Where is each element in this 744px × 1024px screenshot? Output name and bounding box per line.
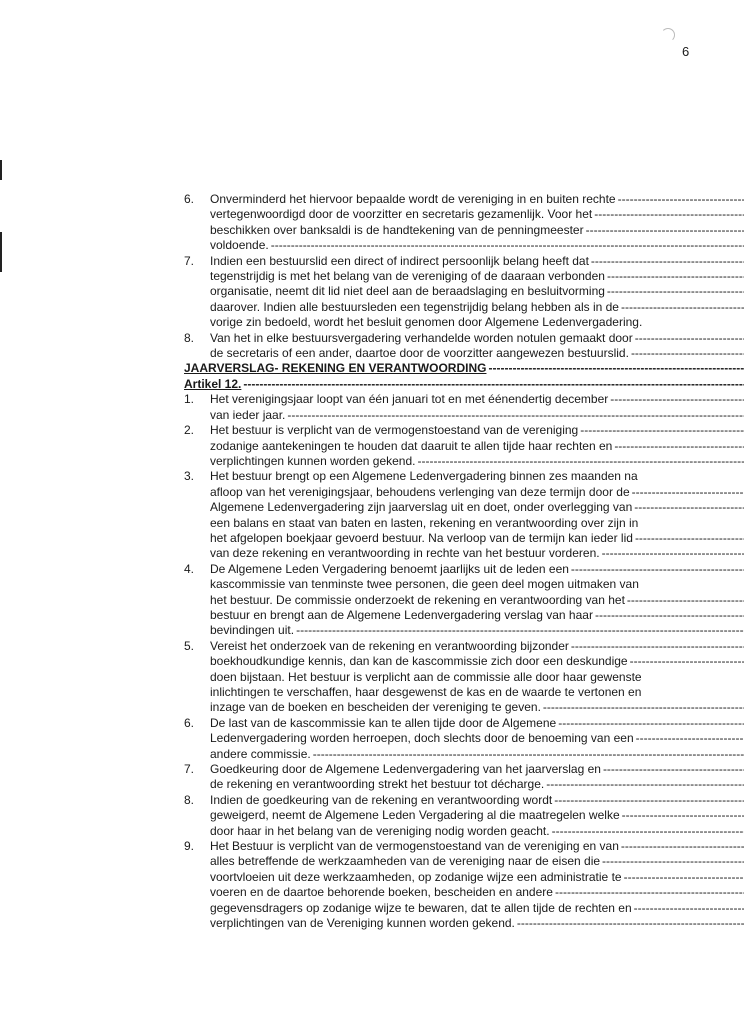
dash-filler: [296, 623, 744, 638]
numbered-paragraph: [184, 254, 696, 331]
dash-filler: [602, 546, 744, 561]
text-line: [210, 824, 744, 839]
section-heading: [184, 361, 696, 376]
text-line: [210, 608, 744, 623]
line-text: Het Bestuur is verplicht van de vermogenstoestand van de vereniging en van: [210, 839, 619, 854]
dash-filler: [634, 500, 744, 515]
paragraph-number: 9.: [184, 839, 195, 854]
line-text: van deze rekening en verantwoording in rechte van het bestuur vorderen.: [210, 546, 600, 561]
text-line: [184, 361, 744, 376]
text-line: [210, 346, 744, 361]
line-text: Het bestuur brengt op een Algemene Ledenvergadering binnen zes maanden na: [210, 469, 638, 484]
line-text: boekhoudkundige kennis, dan kan de kascommissie zich door een deskundige: [210, 654, 628, 669]
paragraph-number: 7.: [184, 253, 195, 268]
text-line: [210, 654, 744, 669]
text-line: [210, 593, 744, 608]
line-text: Goedkeuring door de Algemene Ledenvergadering van het jaarverslag en: [210, 762, 601, 777]
scan-edge-mark: [0, 232, 2, 272]
line-text: inzage van de boeken en bescheiden der vereniging te geven.: [210, 700, 541, 715]
line-text: Ledenvergadering worden herroepen, doch slechts door de benoeming van een: [210, 731, 634, 746]
text-line: [210, 238, 744, 253]
text-line: [210, 223, 744, 238]
line-text: bevindingen uit.: [210, 623, 295, 638]
numbered-paragraph: [184, 469, 696, 561]
text-line: [210, 839, 744, 854]
line-text: Algemene Ledenvergadering zijn jaarverslag uit en doet, onder overlegging van: [210, 500, 633, 515]
text-line: [210, 485, 744, 500]
text-line: [210, 423, 744, 438]
numbered-paragraph: [184, 793, 696, 839]
dash-filler: [631, 346, 744, 361]
scan-edge-mark: [0, 160, 2, 180]
numbered-paragraph: [184, 762, 696, 793]
dash-filler: [552, 824, 744, 839]
line-text: Onverminderd het hiervoor bepaalde wordt de vereniging in en buiten rechte: [210, 192, 616, 206]
dash-filler: [287, 408, 744, 423]
text-line: [210, 392, 744, 407]
line-text: afloop van het verenigingsjaar, behoudens verlenging van deze termijn door de: [210, 484, 630, 499]
paragraph-number: 6.: [184, 192, 195, 206]
dash-filler: [558, 716, 744, 731]
numbered-paragraph: [184, 423, 696, 469]
line-text: Indien een bestuurslid een direct of indirect persoonlijk belang heeft dat: [210, 253, 589, 268]
line-text: Artikel 12.: [184, 376, 242, 391]
dash-filler: [622, 808, 744, 823]
paragraph-number: 8.: [184, 330, 195, 345]
text-line: [210, 254, 744, 269]
dash-filler: [621, 839, 744, 854]
paragraph-number: 7.: [184, 762, 195, 777]
paragraph-number: 5.: [184, 638, 195, 653]
text-line: [210, 885, 744, 900]
line-text: Het bestuur is verplicht van de vermogenstoestand van de vereniging: [210, 423, 579, 438]
line-text: Indien de goedkeuring van de rekening en verantwoording wordt: [210, 792, 553, 807]
text-line: [210, 747, 744, 762]
paragraph-number: 4.: [184, 561, 195, 576]
text-line: [210, 685, 744, 700]
text-line: [210, 870, 744, 885]
dash-filler: [624, 870, 744, 885]
text-line: [210, 916, 744, 931]
text-line: [210, 469, 744, 484]
numbered-paragraph: [184, 639, 696, 716]
line-text: Het verenigingsjaar loopt van één januari tot en met éénendertig december: [210, 392, 609, 407]
line-text: vorige zin bedoeld, wordt het besluit genomen door Algemene Ledenvergadering.: [210, 315, 643, 330]
line-text: geweigerd, neemt de Algemene Leden Vergadering al die maatregelen welke: [210, 808, 620, 823]
text-line: [210, 500, 744, 515]
text-line: [210, 439, 744, 454]
text-line: [210, 670, 744, 685]
text-line: [210, 269, 744, 284]
numbered-paragraph: [184, 192, 696, 254]
dash-filler: [602, 854, 744, 869]
dash-filler: [554, 793, 744, 808]
line-text: vertegenwoordigd door de voorzitter en secretaris gezamenlijk. Voor het: [210, 207, 593, 222]
line-text: zodanige aantekeningen te houden dat daaruit te allen tijde haar rechten en: [210, 438, 613, 453]
paragraph-number: 3.: [184, 469, 195, 484]
dash-filler: [591, 254, 744, 269]
line-text: voeren en de daartoe behorende boeken, bescheiden en andere: [210, 885, 553, 900]
paragraph-number: 8.: [184, 792, 195, 807]
line-text: het afgelopen boekjaar gevoerd bestuur. Na verloop van de termijn kan ieder lid: [210, 530, 633, 545]
dash-filler: [243, 377, 744, 392]
line-text: door haar in het belang van de vereniging nodig worden geacht.: [210, 823, 550, 838]
line-text: De Algemene Leden Vergadering benoemt jaarlijks uit de leden een: [210, 561, 569, 576]
document-body: [184, 192, 696, 932]
text-line: [210, 762, 744, 777]
text-line: [210, 284, 744, 299]
text-line: [210, 207, 744, 222]
numbered-paragraph: [184, 562, 696, 639]
dash-filler: [580, 423, 744, 438]
dash-filler: [543, 700, 744, 715]
text-line: [210, 300, 744, 315]
text-line: [210, 531, 744, 546]
text-line: [210, 793, 744, 808]
numbered-paragraph: [184, 716, 696, 762]
text-line: [210, 854, 744, 869]
paragraph-number: 6.: [184, 715, 195, 730]
text-line: [210, 331, 744, 346]
dash-filler: [271, 238, 744, 253]
line-text: andere commissie.: [210, 746, 311, 761]
line-text: de secretaris of een ander, daartoe door de voorzitter aangewezen bestuurslid.: [210, 346, 629, 361]
dash-filler: [517, 916, 744, 931]
paragraph-number: 2.: [184, 423, 195, 438]
line-text: De last van de kascommissie kan te allen tijde door de Algemene: [210, 715, 557, 730]
text-line: [210, 700, 744, 715]
line-text: organisatie, neemt dit lid niet deel aan de beraadslaging en besluitvorming: [210, 284, 605, 299]
dash-filler: [607, 269, 744, 284]
text-line: [184, 377, 744, 392]
dash-filler: [586, 223, 744, 238]
line-text: het bestuur. De commissie onderzoekt de rekening en verantwoording van het: [210, 592, 625, 607]
line-text: voortvloeien uit deze werkzaamheden, op zodanige wijze een administratie te: [210, 869, 622, 884]
text-line: [210, 192, 744, 207]
dash-filler: [488, 361, 744, 376]
text-line: [210, 731, 744, 746]
page-number: 6: [682, 44, 690, 59]
dash-filler: [571, 562, 744, 577]
text-line: [210, 562, 744, 577]
dash-filler: [621, 300, 744, 315]
dash-filler: [630, 654, 744, 669]
dash-filler: [627, 593, 744, 608]
line-text: een balans en staat van baten en lasten, rekening en verantwoording over zijn in: [210, 515, 639, 530]
text-line: [210, 546, 744, 561]
line-text: inlichtingen te verschaffen, haar desgewenst de kas en de waarde te vertonen en: [210, 685, 642, 699]
dash-filler: [636, 731, 744, 746]
line-text: daarover. Indien alle bestuursleden een tegenstrijdig belang hebben als in de: [210, 299, 619, 314]
line-text: verplichtingen van de Vereniging kunnen worden gekend.: [210, 916, 515, 931]
scan-corner-mark: [661, 28, 675, 42]
dash-filler: [571, 639, 744, 654]
dash-filler: [603, 762, 744, 777]
line-text: JAARVERSLAG- REKENING EN VERANTWOORDING: [184, 361, 487, 376]
line-text: alles betreffende de werkzaamheden van de vereniging naar de eisen die: [210, 854, 601, 869]
numbered-paragraph: [184, 331, 696, 362]
dash-filler: [595, 608, 744, 623]
dash-filler: [594, 207, 744, 222]
line-text: Van het in elke bestuursvergadering verhandelde worden notulen gemaakt door: [210, 330, 633, 345]
line-text: gegevensdragers op zodanige wijze te bewaren, dat te allen tijde de rechten en: [210, 900, 632, 915]
line-text: van ieder jaar.: [210, 407, 286, 422]
text-line: [210, 577, 744, 592]
text-line: [210, 516, 744, 531]
dash-filler: [546, 777, 744, 792]
dash-filler: [635, 331, 744, 346]
dash-filler: [614, 439, 744, 454]
dash-filler: [610, 392, 744, 407]
dash-filler: [618, 192, 744, 207]
dash-filler: [635, 531, 744, 546]
text-line: [210, 808, 744, 823]
text-line: [210, 777, 744, 792]
paragraph-number: 1.: [184, 392, 195, 407]
text-line: [210, 315, 744, 330]
line-text: verplichtingen kunnen worden gekend.: [210, 453, 416, 468]
line-text: tegenstrijdig is met het belang van de vereniging of de daaraan verbonden: [210, 269, 605, 284]
text-line: [210, 454, 744, 469]
line-text: kascommissie van tenminste twee personen, die geen deel mogen uitmaken van: [210, 577, 639, 592]
line-text: Vereist het onderzoek van de rekening en verantwoording bijzonder: [210, 638, 569, 653]
numbered-paragraph: [184, 839, 696, 931]
text-line: [210, 408, 744, 423]
text-line: [210, 901, 744, 916]
dash-filler: [555, 885, 744, 900]
dash-filler: [632, 485, 744, 500]
text-line: [210, 716, 744, 731]
text-line: [210, 623, 744, 638]
dash-filler: [313, 747, 744, 762]
numbered-paragraph: [184, 392, 696, 423]
dash-filler: [417, 454, 744, 469]
line-text: bestuur en brengt aan de Algemene Ledenvergadering verslag van haar: [210, 607, 593, 622]
dash-filler: [634, 901, 744, 916]
line-text: doen bijstaan. Het bestuur is verplicht aan de commissie alle door haar gewenste: [210, 669, 642, 684]
line-text: de rekening en verantwoording strekt het bestuur tot décharge.: [210, 777, 545, 792]
line-text: voldoende.: [210, 238, 269, 253]
text-line: [210, 639, 744, 654]
dash-filler: [607, 284, 744, 299]
section-heading: [184, 377, 696, 392]
line-text: beschikken over banksaldi is de handtekening van de penningmeester: [210, 222, 584, 237]
